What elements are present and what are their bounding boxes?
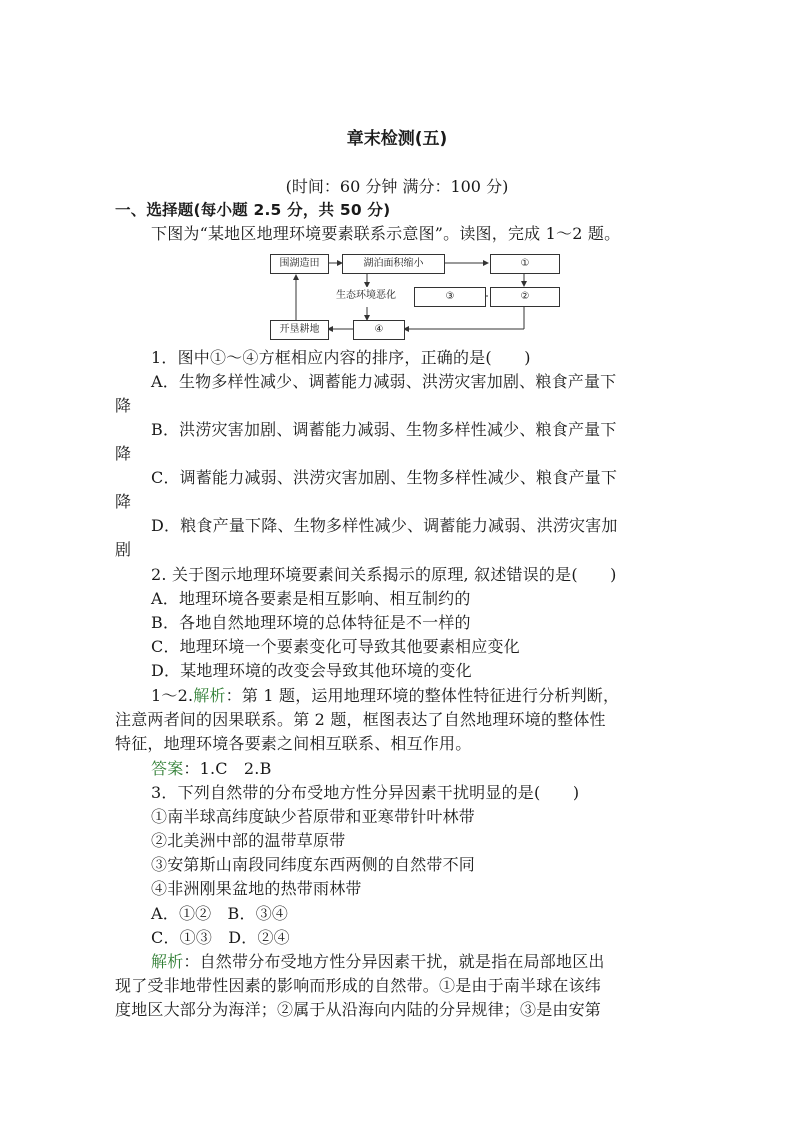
relation-diagram bbox=[262, 250, 572, 344]
answer-12 bbox=[151, 757, 687, 781]
box-shengtai-ehua: 生态环境恶化 bbox=[318, 287, 414, 305]
analysis-3-line1 bbox=[151, 950, 687, 974]
q3-stem: 3．下列自然带的分布受地方性分异因素干扰明显的是( ) bbox=[151, 783, 580, 802]
q2-option-b: B．各地自然地理环境的总体特征是不一样的 bbox=[151, 613, 471, 632]
q1-option-a: A．生物多样性减少、调蓄能力减弱、洪涝灾害加剧、粮食产量下 bbox=[151, 372, 617, 391]
q1-option-b-cont: 降 bbox=[115, 444, 132, 463]
q1-stem: 1．图中①～④方框相应内容的排序，正确的是( ) bbox=[151, 348, 531, 367]
q3-item-1: ①南半球高纬度缺少苔原带和亚寒带针叶林带 bbox=[151, 807, 476, 826]
box-3: ③ bbox=[414, 287, 486, 307]
q2-stem: 2. 关于图示地理环境要素间关系揭示的原理, 叙述错误的是( ) bbox=[151, 565, 617, 584]
box-kaiken-gengdi: 开垦耕地 bbox=[270, 320, 329, 340]
answer-12-text: ：1.C 2.B bbox=[183, 759, 272, 778]
q1-option-b: B．洪涝灾害加剧、调蓄能力减弱、生物多样性减少、粮食产量下 bbox=[151, 420, 617, 439]
box-hupo-mianji: 湖泊面积缩小 bbox=[342, 254, 445, 274]
q1-option-a-cont: 降 bbox=[115, 396, 132, 415]
q3-item-2: ②北美洲中部的温带草原带 bbox=[151, 831, 346, 850]
box-weihu-zaotian: 围湖造田 bbox=[270, 254, 329, 274]
box-4: ④ bbox=[353, 320, 405, 340]
q2-option-c: C．地理环境一个要素变化可导致其他要素相应变化 bbox=[151, 637, 520, 656]
analysis-12-label: 解析 bbox=[193, 686, 226, 705]
q3-options-ab: A．①② B．③④ bbox=[151, 904, 289, 923]
q3-item-3: ③安第斯山南段同纬度东西两侧的自然带不同 bbox=[151, 855, 476, 874]
analysis-12-line3: 特征，地理环境各要素之间相互联系、相互作用。 bbox=[115, 734, 472, 753]
box-2: ② bbox=[490, 287, 560, 307]
q1-option-d-cont: 剧 bbox=[115, 540, 132, 559]
answer-12-label: 答案 bbox=[151, 759, 184, 778]
page-title: 章末检测(五) bbox=[346, 129, 448, 149]
analysis-3-label: 解析 bbox=[151, 952, 184, 971]
diagram-intro: 下图为“某地区地理环境要素联系示意图”。读图，完成 1～2 题。 bbox=[151, 224, 621, 243]
q1-option-c: C．调蓄能力减弱、洪涝灾害加剧、生物多样性减少、粮食产量下 bbox=[151, 468, 618, 487]
q3-item-4: ④非洲刚果盆地的热带雨林带 bbox=[151, 879, 362, 898]
analysis-12-prefix: 1～2. bbox=[151, 686, 194, 705]
exam-meta: (时间：60 分钟 满分：100 分) bbox=[285, 177, 509, 196]
q2-option-d: D．某地理环境的改变会导致其他环境的变化 bbox=[151, 661, 472, 680]
section-heading: 一、选择题(每小题 2.5 分，共 50 分) bbox=[115, 201, 391, 219]
analysis-12-line1 bbox=[151, 684, 687, 708]
analysis-12-text: ：第 1 题，运用地理环境的整体性特征进行分析判断， bbox=[225, 686, 620, 705]
q1-option-d: D．粮食产量下降、生物多样性减少、调蓄能力减弱、洪涝灾害加 bbox=[151, 516, 618, 535]
q1-option-c-cont: 降 bbox=[115, 492, 132, 511]
analysis-3-line3: 度地区大部分为海洋；②属于从沿海向内陆的分异规律；③是由安第 bbox=[115, 1000, 602, 1019]
analysis-3-line2: 现了受非地带性因素的影响而形成的自然带。①是由于南半球在该纬 bbox=[115, 976, 602, 995]
analysis-12-line2: 注意两者间的因果联系。第 2 题，框图表达了自然地理环境的整体性 bbox=[115, 710, 606, 729]
analysis-3-text: ：自然带分布受地方性分异因素干扰，就是指在局部地区出 bbox=[183, 952, 605, 971]
box-1: ① bbox=[490, 254, 560, 274]
q3-options-cd: C．①③ D．②④ bbox=[151, 928, 290, 947]
q2-option-a: A．地理环境各要素是相互影响、相互制约的 bbox=[151, 589, 471, 608]
